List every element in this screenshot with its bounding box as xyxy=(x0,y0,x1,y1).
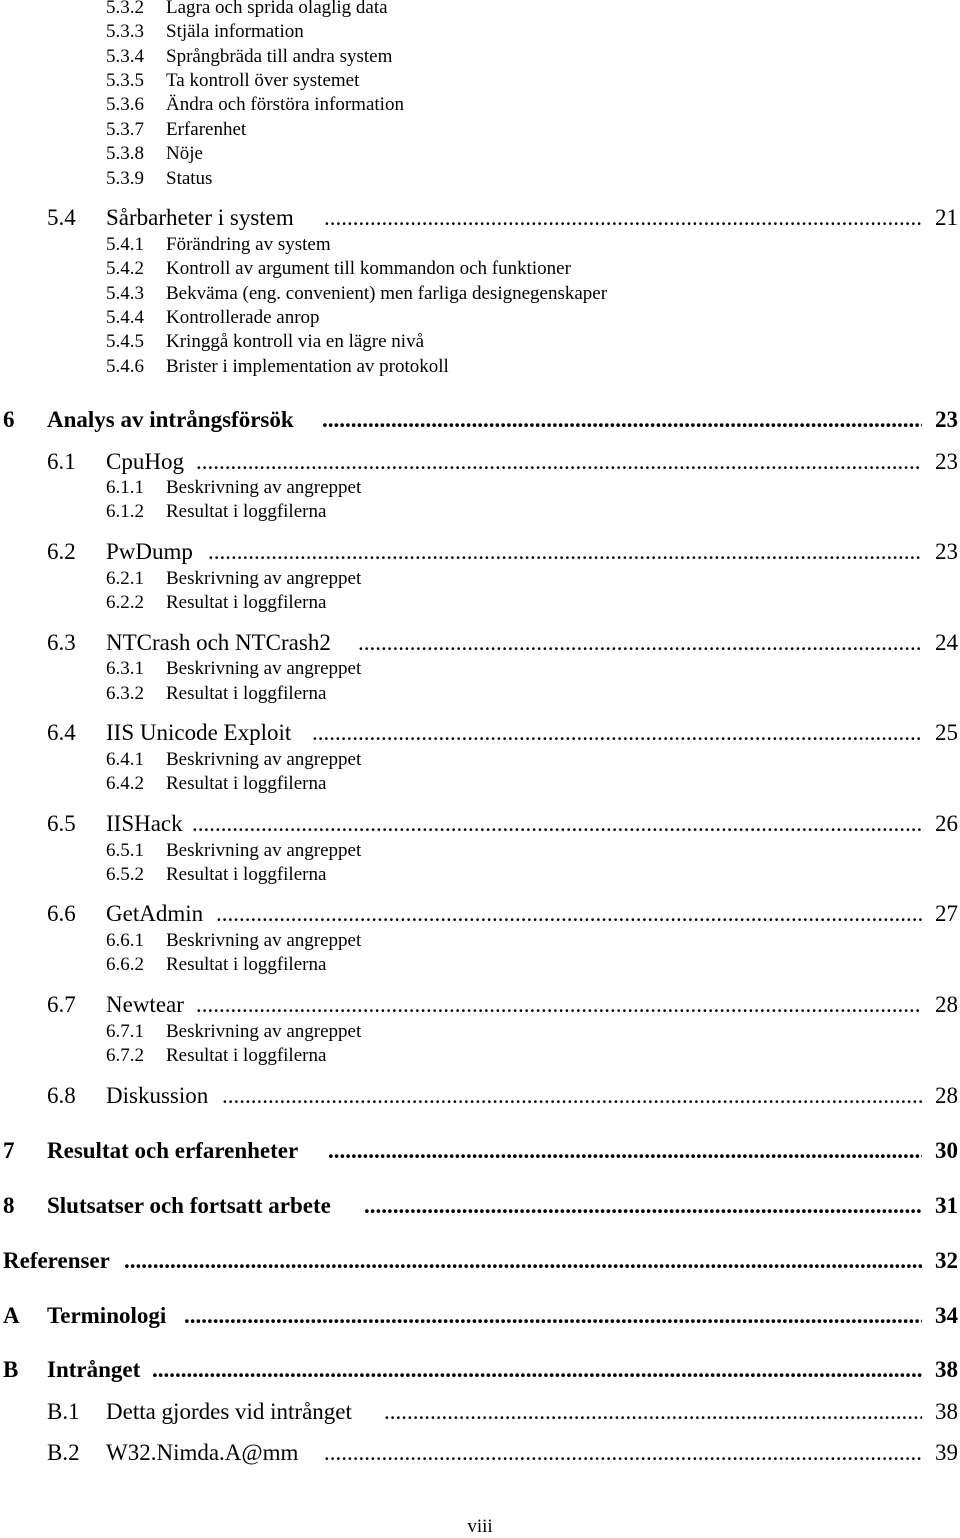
toc-number: 5.3.5 xyxy=(106,70,144,91)
toc-entry-6-4-2[interactable] xyxy=(0,770,960,798)
dot-leader xyxy=(124,1245,922,1277)
toc-entry-6-7[interactable] xyxy=(0,990,960,1020)
toc-number: 5.4.3 xyxy=(106,283,144,304)
toc-entry-5-3-8[interactable] xyxy=(0,140,960,168)
toc-number: 6.6.1 xyxy=(106,930,144,951)
toc-page-number: 31 xyxy=(935,1193,958,1218)
toc-title: Resultat i loggfilerna xyxy=(166,592,327,613)
toc-number: 5.3.9 xyxy=(106,168,144,189)
toc-entry-6-2-2[interactable] xyxy=(0,589,960,617)
toc-entry-references[interactable] xyxy=(0,1245,960,1277)
toc-title: Kontroll av argument till kommandon och funktioner xyxy=(166,258,571,279)
toc-number: 6.4.2 xyxy=(106,773,144,794)
toc-number: 6.7.1 xyxy=(106,1021,144,1042)
toc-number: A xyxy=(3,1303,20,1328)
toc-entry-6-7-2[interactable] xyxy=(0,1042,960,1070)
toc-title: Kringgå kontroll via en lägre nivå xyxy=(166,331,425,352)
toc-number: 6.1 xyxy=(47,449,76,474)
toc-number: 6.1.1 xyxy=(106,477,144,498)
dot-leader xyxy=(208,537,922,567)
toc-page-number: 39 xyxy=(935,1440,958,1465)
dot-leader xyxy=(322,404,922,436)
toc-page-number: 25 xyxy=(935,720,958,745)
toc-number: B xyxy=(3,1357,19,1382)
toc-entry-5-4-2[interactable] xyxy=(0,255,960,283)
toc-entry-6-5-2[interactable] xyxy=(0,861,960,889)
dot-leader xyxy=(384,1397,922,1427)
dot-leader xyxy=(324,1438,922,1468)
toc-number: 6.6 xyxy=(47,901,76,926)
toc-title: Resultat i loggfilerna xyxy=(166,864,327,885)
toc-number: 6 xyxy=(3,407,15,432)
toc-title: Status xyxy=(166,168,213,189)
toc-title: Ändra och förstöra information xyxy=(166,94,404,115)
toc-number: 5.3.4 xyxy=(106,46,144,67)
toc-entry-appendix-a[interactable] xyxy=(0,1300,960,1332)
dot-leader xyxy=(192,809,922,839)
toc-number: 5.3.3 xyxy=(106,21,144,42)
toc-title: IISHack xyxy=(106,811,183,836)
toc-number: 5.4.6 xyxy=(106,356,144,377)
dot-leader xyxy=(216,899,922,929)
toc-title: Resultat i loggfilerna xyxy=(166,501,327,522)
toc-number: 6.1.2 xyxy=(106,501,144,522)
toc-page-number: 26 xyxy=(935,811,958,836)
toc-title: GetAdmin xyxy=(106,901,204,926)
toc-title: Beskrivning av angreppet xyxy=(166,1021,362,1042)
toc-page-number: 23 xyxy=(935,407,958,432)
toc-title: Förändring av system xyxy=(166,234,331,255)
toc-number: 6.7 xyxy=(47,992,76,1017)
toc-title: Beskrivning av angreppet xyxy=(166,568,362,589)
toc-number: 5.4.1 xyxy=(106,234,144,255)
toc-entry-chapter-8[interactable] xyxy=(0,1190,960,1222)
toc-entry-5-3-9[interactable] xyxy=(0,165,960,193)
toc-title: Brister i implementation av protokoll xyxy=(166,356,449,377)
toc-number: 6.5.1 xyxy=(106,840,144,861)
toc-number: 6.3 xyxy=(47,630,76,655)
dot-leader xyxy=(152,1354,922,1386)
toc-page-number: 28 xyxy=(935,992,958,1017)
toc-entry-b-1[interactable] xyxy=(0,1397,960,1427)
toc-number: B.1 xyxy=(47,1399,80,1424)
toc-entry-6-6-2[interactable] xyxy=(0,951,960,979)
toc-title: Lagra och sprida olaglig data xyxy=(166,0,388,18)
toc-title: Slutsatser och fortsatt arbete xyxy=(47,1193,331,1218)
toc-entry-6-5[interactable] xyxy=(0,809,960,839)
toc-entry-6-8[interactable] xyxy=(0,1081,960,1111)
toc-number: 6.8 xyxy=(47,1083,76,1108)
toc-number: 6.2.1 xyxy=(106,568,144,589)
toc-number: 5.4.5 xyxy=(106,331,144,352)
toc-title: Sårbarheter i system xyxy=(106,205,294,230)
toc-title: Beskrivning av angreppet xyxy=(166,658,362,679)
toc-page-number: 34 xyxy=(935,1303,958,1328)
toc-page-number: 38 xyxy=(935,1357,958,1382)
toc-number: 5.3.8 xyxy=(106,143,144,164)
toc-entry-6-3[interactable] xyxy=(0,628,960,658)
toc-entry-6-2[interactable] xyxy=(0,537,960,567)
toc-title: Resultat i loggfilerna xyxy=(166,773,327,794)
toc-entry-6-3-1[interactable] xyxy=(0,655,960,683)
toc-entry-chapter-6[interactable] xyxy=(0,404,960,436)
dot-leader xyxy=(196,447,922,477)
toc-title: Terminologi xyxy=(47,1303,167,1328)
toc-title: Referenser xyxy=(3,1248,110,1273)
toc-number: 6.2 xyxy=(47,539,76,564)
toc-number: 6.3.2 xyxy=(106,683,144,704)
toc-number: 5.3.2 xyxy=(106,0,144,18)
toc-number: 5.4.2 xyxy=(106,258,144,279)
toc-number: 7 xyxy=(3,1138,15,1163)
toc-title: Detta gjordes vid intrånget xyxy=(106,1399,352,1424)
toc-entry-6-6[interactable] xyxy=(0,899,960,929)
toc-title: Resultat i loggfilerna xyxy=(166,683,327,704)
toc-number: 6.4 xyxy=(47,720,76,745)
toc-title: NTCrash och NTCrash2 xyxy=(106,630,331,655)
toc-number: 5.3.7 xyxy=(106,119,144,140)
toc-number: 6.5 xyxy=(47,811,76,836)
toc-entry-6-1-2[interactable] xyxy=(0,498,960,526)
toc-title: Stjäla information xyxy=(166,21,304,42)
dot-leader xyxy=(324,203,922,233)
dot-leader xyxy=(358,628,922,658)
toc-title: Newtear xyxy=(106,992,184,1017)
toc-title: Analys av intrångsförsök xyxy=(47,407,294,432)
toc-page-number: 32 xyxy=(935,1248,958,1273)
dot-leader xyxy=(312,718,922,748)
toc-page-number: 21 xyxy=(935,205,958,230)
toc-entry-b-2[interactable] xyxy=(0,1438,960,1468)
toc-number: 5.4.4 xyxy=(106,307,144,328)
toc-page-number: 27 xyxy=(935,901,958,926)
toc-title: Beskrivning av angreppet xyxy=(166,930,362,951)
toc-page-number: 24 xyxy=(935,630,958,655)
dot-leader xyxy=(184,1300,922,1332)
toc-title: Resultat i loggfilerna xyxy=(166,954,327,975)
toc-number: 6.6.2 xyxy=(106,954,144,975)
toc-entry-6-1[interactable] xyxy=(0,447,960,477)
toc-number: 6.5.2 xyxy=(106,864,144,885)
toc-title: Intrånget xyxy=(47,1357,141,1382)
toc-title: Erfarenhet xyxy=(166,119,247,140)
toc-title: Resultat i loggfilerna xyxy=(166,1045,327,1066)
toc-entry-5-3-3[interactable] xyxy=(0,18,960,46)
toc-entry-chapter-7[interactable] xyxy=(0,1135,960,1167)
toc-number: 8 xyxy=(3,1193,15,1218)
dot-leader xyxy=(328,1135,922,1167)
dot-leader xyxy=(222,1081,922,1111)
toc-title: Resultat och erfarenheter xyxy=(47,1138,299,1163)
toc-title: CpuHog xyxy=(106,449,184,474)
toc-number: B.2 xyxy=(47,1440,80,1465)
toc-title: IIS Unicode Exploit xyxy=(106,720,292,745)
toc-page-number: 28 xyxy=(935,1083,958,1108)
toc-title: Ta kontroll över systemet xyxy=(166,70,360,91)
toc-entry-appendix-b[interactable] xyxy=(0,1354,960,1386)
dot-leader xyxy=(364,1190,922,1222)
toc-page-number: 23 xyxy=(935,539,958,564)
toc-title: Beskrivning av angreppet xyxy=(166,840,362,861)
toc-entry-5-4-5[interactable] xyxy=(0,328,960,356)
toc-entry-6-3-2[interactable] xyxy=(0,680,960,708)
toc-number: 6.4.1 xyxy=(106,749,144,770)
toc-page-number: 23 xyxy=(935,449,958,474)
toc-entry-6-4[interactable] xyxy=(0,718,960,748)
toc-title: Beskrivning av angreppet xyxy=(166,477,362,498)
toc-number: 6.2.2 xyxy=(106,592,144,613)
toc-title: Beskrivning av angreppet xyxy=(166,749,362,770)
page-number-footer: viii xyxy=(467,1516,493,1537)
toc-title: Nöje xyxy=(166,143,203,164)
toc-entry-5-3-6[interactable] xyxy=(0,91,960,119)
toc-title: W32.Nimda.A@mm xyxy=(106,1440,299,1465)
toc-title: Kontrollerade anrop xyxy=(166,307,320,328)
toc-number: 6.3.1 xyxy=(106,658,144,679)
toc-title: Diskussion xyxy=(106,1083,209,1108)
toc-title: Bekväma (eng. convenient) men farliga designegenskaper xyxy=(166,283,608,304)
toc-number: 5.4 xyxy=(47,205,76,230)
dot-leader xyxy=(196,990,922,1020)
toc-page-number: 38 xyxy=(935,1399,958,1424)
toc-number: 6.7.2 xyxy=(106,1045,144,1066)
toc-title: PwDump xyxy=(106,539,193,564)
toc-number: 5.3.6 xyxy=(106,94,144,115)
toc-title: Språngbräda till andra system xyxy=(166,46,393,67)
toc-entry-5-4-6[interactable] xyxy=(0,353,960,381)
toc-entry-5-4[interactable] xyxy=(0,203,960,233)
toc-page-number: 30 xyxy=(935,1138,958,1163)
